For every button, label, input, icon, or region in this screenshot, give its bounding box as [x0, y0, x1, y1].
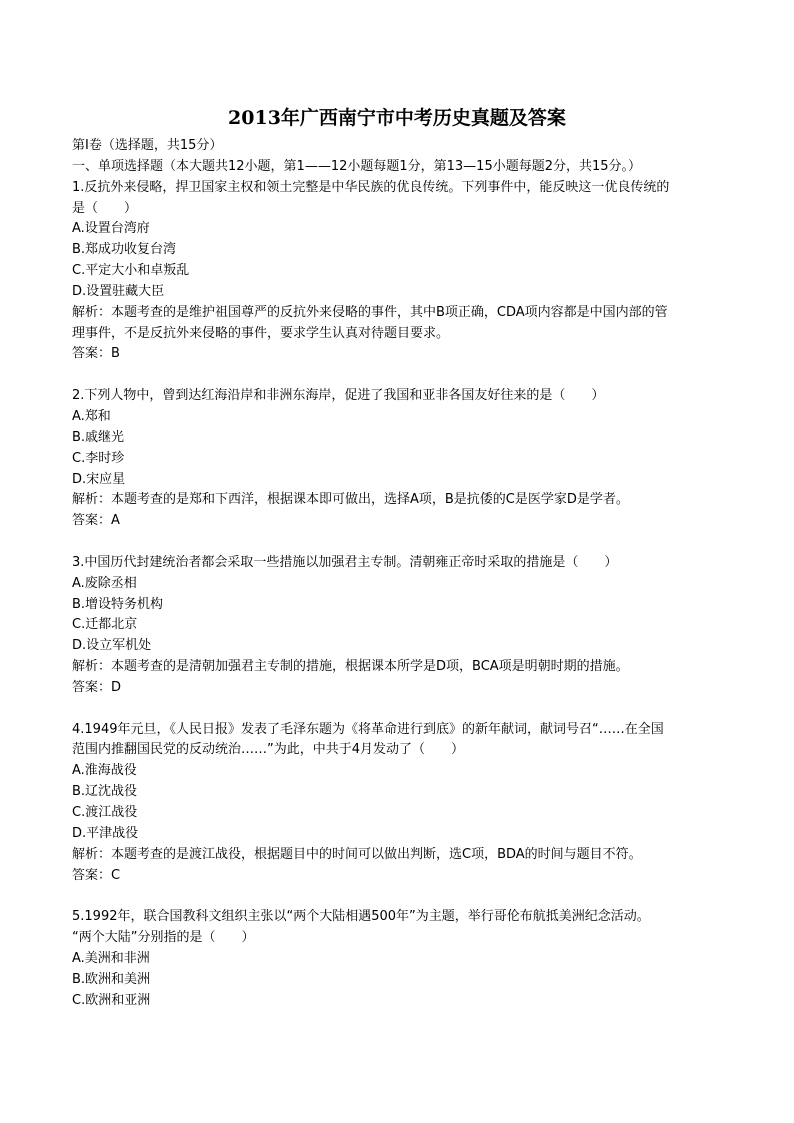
document-page: [72, 100, 722, 1011]
option: B.郑成功收复台湾: [72, 242, 177, 258]
analysis: 解析：本题考查的是清朝加强君主专制的措施，根据课本所学是D项，BCA项是明朝时期的措施。: [72, 659, 629, 675]
option: A.淮海战役: [72, 763, 137, 779]
option: B.欧洲和美洲: [72, 971, 151, 987]
question-stem: 3.中国历代封建统治者都会采取一些措施以加强君主专制。清朝雍正帝时采取的措施是（ ）: [72, 554, 618, 570]
option: D.宋应星: [72, 471, 126, 487]
question-3: [72, 553, 722, 699]
option: B.增设特务机构: [72, 596, 164, 612]
option: A.郑和: [72, 408, 111, 424]
analysis: 理事件，不是反抗外来侵略的事件，要求学生认真对待题目要求。: [72, 325, 450, 341]
document-title: 2013年广西南宁市中考历史真题及答案: [228, 107, 566, 129]
option: C.渡江战役: [72, 805, 138, 820]
spacer: [72, 699, 722, 720]
question-4: [72, 720, 722, 887]
section-instruction: 一、单项选择题（本大题共12小题，第1——12小题每题1分，第13—15小题每题2分，共15分。）: [72, 158, 642, 174]
question-stem: 范围内推翻国民党的反动统治……”为此，中共于4月发动了（ ）: [72, 742, 465, 758]
question-2: [72, 386, 722, 532]
option: C.平定大小和卓叛乱: [72, 263, 190, 279]
option: B.戚继光: [72, 429, 125, 445]
option: A.设置台湾府: [72, 221, 150, 237]
option: A.美洲和非洲: [72, 950, 150, 966]
spacer: [72, 886, 722, 907]
spacer: [72, 532, 722, 553]
question-stem: 5.1992年，联合国教科文组织主张以“两个大陆相遇500年”为主题，举行哥伦布航抵美洲纪念活动。: [72, 909, 650, 925]
analysis: 解析：本题考查的是渡江战役，根据题目中的时间可以做出判断，选C项，BDA的时间与题目不符。: [72, 846, 642, 862]
question-stem: 4.1949年元旦，《人民日报》发表了毛泽东题为《将革命进行到底》的新年献词，献词号召“……在全国: [72, 721, 664, 737]
option: C.迁都北京: [72, 617, 138, 633]
option: C.欧洲和亚洲: [72, 992, 151, 1008]
option: B.辽沈战役: [72, 784, 138, 800]
question-stem: 1.反抗外来侵略，捍卫国家主权和领土完整是中华民族的优良传统。下列事件中，能反映这一优良传统的: [72, 179, 670, 195]
option: D.设置驻藏大臣: [72, 283, 165, 299]
option: D.设立军机处: [72, 638, 152, 654]
question-stem: 2.下列人物中，曾到达红海沿岸和非洲东海岸，促进了我国和亚非各国友好往来的是（ ）: [72, 388, 605, 404]
spacer: [72, 365, 722, 386]
analysis: 解析：本题考查的是维护祖国尊严的反抗外来侵略的事件，其中B项正确，CDA项内容都是中国内部的管: [72, 304, 668, 320]
answer: 答案：A: [72, 513, 120, 529]
answer: 答案：D: [72, 679, 122, 695]
answer: 答案：C: [72, 867, 121, 883]
question-5: [72, 907, 722, 1011]
option: C.李时珍: [72, 450, 125, 466]
option: D.平津战役: [72, 825, 139, 841]
option: A.废除丞相: [72, 575, 137, 591]
section-heading: 第Ⅰ卷（选择题，共15分）: [72, 138, 223, 153]
answer: 答案：B: [72, 346, 120, 362]
question-stem: “两个大陆”分别指的是（ ）: [72, 930, 255, 946]
analysis: 解析：本题考查的是郑和下西洋，根据课本即可做出，选择A项，B是抗倭的C是医学家D是学者。: [72, 492, 629, 508]
question-stem: 是（ ）: [72, 200, 138, 216]
question-1: [72, 178, 722, 366]
